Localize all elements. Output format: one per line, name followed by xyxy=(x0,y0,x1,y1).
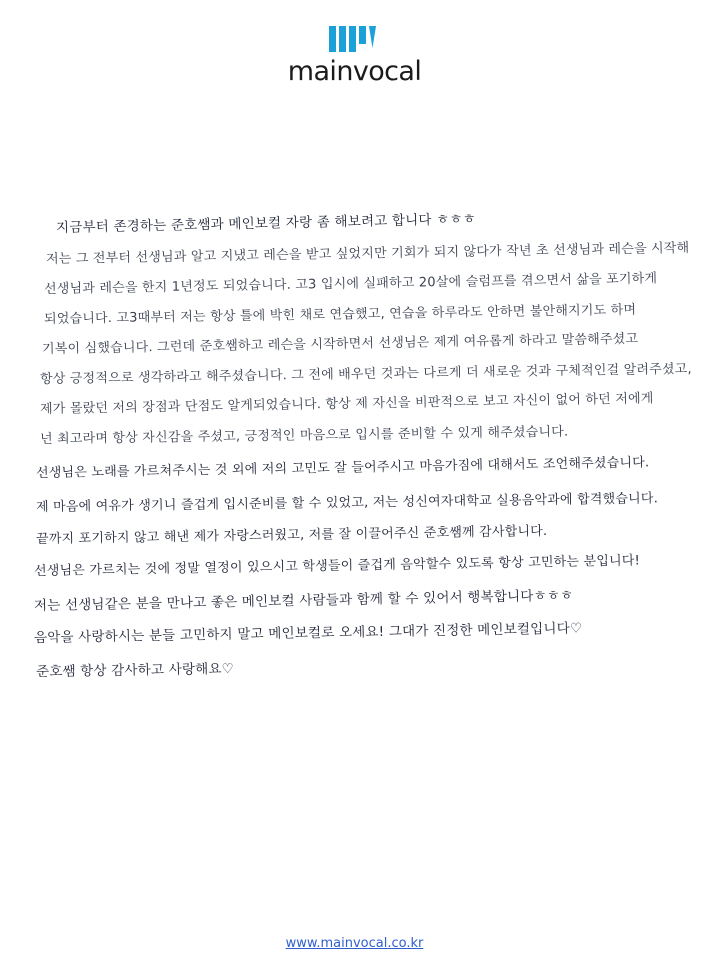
letter-line: 저는 그 전부터 선생님과 알고 지냈고 레슨을 받고 싶었지만 기회가 되지 않다가 작년 초 선생님과 레슨을 시작해 xyxy=(45,240,690,267)
letter-line: 저는 선생님같은 분을 만나고 좋은 메인보컬 사람들과 함께 할 수 있어서 행복합니다ㅎㅎㅎ xyxy=(33,587,574,614)
letter-line: 음악을 사랑하시는 분들 고민하지 말고 메인보컬로 오세요! 그대가 진정한 메인보컬입니다♡ xyxy=(33,620,583,646)
handwritten-letter-body xyxy=(33,208,692,768)
letter-line: 넌 최고라며 항상 자신감을 주셨고, 긍정적인 마음으로 입시를 준비할 수 있게 해주셨습니다. xyxy=(39,424,569,447)
letter-line: 지금부터 존경하는 준호쌤과 메인보컬 자랑 좀 해보려고 합니다 ㅎㅎㅎ xyxy=(55,211,477,236)
letter-line: 제 마음에 여유가 생기니 즐겁게 입시준비를 할 수 있었고, 저는 성신여자대학교 실용음악과에 합격했습니다. xyxy=(35,491,659,515)
letter-line: 선생님은 노래를 가르쳐주시는 것 외에 저의 고민도 잘 들어주시고 마음가짐에 대해서도 조언해주셨습니다. xyxy=(35,455,650,481)
letter-line: 선생님은 가르치는 것에 정말 열정이 있으시고 학생들이 즐겁게 음악할수 있도록 항상 고민하는 분입니다! xyxy=(33,553,641,579)
brand-header xyxy=(0,26,709,85)
letter-line: 끝까지 포기하지 않고 해낸 제가 자랑스러웠고, 저를 잘 이끌어주신 준호쌤께 감사합니다. xyxy=(35,523,548,547)
letter-line: 제가 몰랐던 저의 장점과 단점도 알게되었습니다. 항상 제 자신을 비판적으로 보고 자신이 없어 하던 저에게 xyxy=(39,391,654,417)
letter-line: 기복이 심했습니다. 그런데 준호쌤하고 레슨을 시작하면서 선생님은 제게 여유롭게 하라고 말씀해주셨고 xyxy=(41,331,639,357)
mainvocal-m-mark-icon xyxy=(327,26,383,52)
letter-line: 항상 긍정적으로 생각하라고 해주셨습니다. 그 전에 배우던 것과는 다르게 더 새로운 것과 구체적인걸 알려주셨고, xyxy=(39,361,692,387)
letter-line: 선생님과 레슨을 한지 1년정도 되었습니다. 고3 입시에 실패하고 20살에 슬럼프를 겪으면서 삶을 포기하게 xyxy=(43,271,658,297)
letter-line: 준호쌤 항상 감사하고 사랑해요♡ xyxy=(35,660,235,680)
page-footer xyxy=(0,934,709,952)
letter-line: 되었습니다. 고3때부터 저는 항상 틀에 박힌 채로 연습했고, 연습을 하루라도 안하면 불안해지기도 하며 xyxy=(43,302,637,327)
brand-wordmark: mainvocal xyxy=(287,56,422,87)
website-link[interactable]: www.mainvocal.co.kr xyxy=(285,936,424,951)
